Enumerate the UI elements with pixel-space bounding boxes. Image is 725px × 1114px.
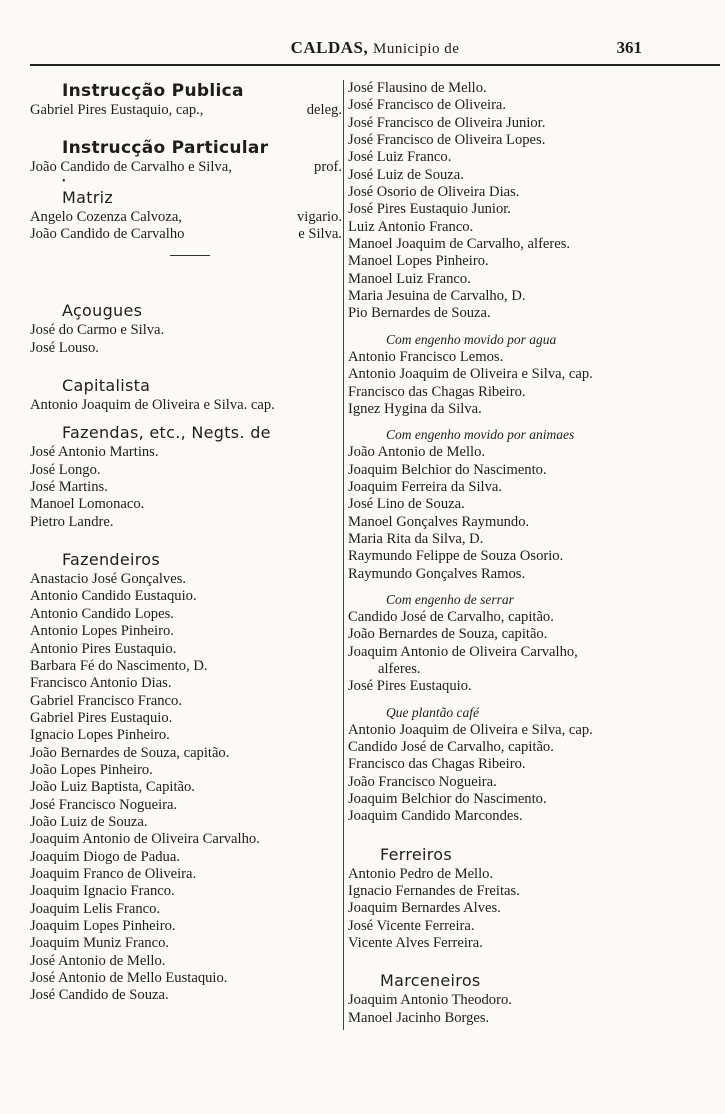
page-header [30, 38, 720, 60]
list-item: Pietro Landre. [30, 513, 114, 530]
list-item: João Bernardes de Souza, capitão. [348, 626, 548, 643]
list-item: Vicente Alves Ferreira. [348, 935, 483, 952]
list-item: João Bernardes de Souza, capitão. [30, 744, 230, 761]
list-item: Francisco das Chagas Ribeiro. [348, 383, 526, 400]
list-item: José Osorio de Oliveira Dias. [348, 184, 520, 201]
right-column [348, 80, 720, 1027]
subsection-heading: Que plantão café [386, 704, 479, 720]
title-bold: CALDAS, [290, 38, 369, 57]
list-item: Antonio Pires Eustaquio. [30, 640, 177, 657]
list-item: Francisco Antonio Dias. [30, 675, 172, 692]
list-item: Francisco das Chagas Ribeiro. [348, 756, 526, 773]
list-item: Manoel Jacinho Borges. [348, 1009, 490, 1026]
list-item: Ignacio Lopes Pinheiro. [30, 727, 170, 744]
section-heading: Fazendeiros [62, 550, 161, 570]
list-item: Manoel Joaquim de Carvalho, alferes. [348, 236, 571, 253]
list-item: Antonio Pedro de Mello. [348, 865, 494, 882]
list-item: José Lino de Souza. [348, 496, 465, 513]
list-item: Joaquim Diogo de Padua. [30, 848, 180, 865]
subsection-heading: Com engenho de serrar [386, 591, 514, 607]
fazendeiros-list [30, 571, 342, 1005]
list-item-continuation: alferes. [378, 660, 421, 677]
ink-dot: • [62, 175, 66, 187]
column-divider [343, 80, 344, 1030]
list-item: Manoel Lopes Pinheiro. [348, 253, 489, 270]
list-item: Candido José de Carvalho, capitão. [348, 608, 554, 625]
list-item: Joaquim Bernardes Alves. [348, 900, 501, 917]
list-item: Joaquim Candido Marcondes. [348, 808, 523, 825]
section-heading: Matriz [62, 187, 114, 207]
list-item: José Luiz Franco. [348, 149, 452, 166]
list-item: Joaquim Lopes Pinheiro. [30, 918, 176, 934]
list-item: Joaquim Franco de Oliveira. [30, 865, 197, 882]
section-heading: Marceneiros [380, 971, 481, 991]
list-item: Maria Rita da Silva, D. [348, 530, 484, 547]
section-heading: Ferreiros [380, 844, 453, 864]
list-item [30, 159, 342, 176]
list-item: Luiz Antonio Franco. [348, 218, 474, 235]
entry-suffix: prof. [314, 159, 342, 176]
list-item: José Vicente Ferreira. [348, 917, 475, 934]
list-item: José Francisco de Oliveira Junior. [348, 114, 546, 131]
subsection-heading: Com engenho movido por agua [386, 331, 557, 347]
list-item: Antonio Joaquim de Oliveira e Silva, cap. [348, 366, 593, 383]
list-item: Joaquim Muniz Franco. [30, 935, 170, 952]
list-item: Pio Bernardes de Souza. [348, 305, 491, 322]
header-rule [30, 64, 720, 66]
entry-text: Gabriel Pires Eustaquio, cap., [30, 102, 204, 118]
entry-suffix: deleg. [306, 102, 342, 118]
entry-suffix: e Silva. [298, 226, 342, 243]
list-item: Antonio Francisco Lemos. [348, 348, 504, 365]
list-item: José Francisco Nogueira. [30, 796, 178, 813]
list-item: Joaquim Ignacio Franco. [30, 883, 175, 900]
fazendas-list [30, 444, 342, 531]
list-item: Joaquim Ferreira da Silva. [348, 478, 503, 495]
list-item: Anastacio José Gonçalves. [30, 571, 187, 588]
list-item: Joaquim Antonio de Oliveira Carvalho, [348, 643, 578, 660]
entry-text: João Candido de Carvalho e Silva, [30, 159, 232, 176]
section-heading: Instrucção Publica [62, 81, 244, 101]
list-item: José Flausino de Mello. [348, 80, 487, 96]
list-item: José Antonio Martins. [30, 444, 159, 461]
title-rest: Municipio de [373, 41, 460, 57]
list-item: Raymundo Felippe de Souza Osorio. [348, 548, 564, 565]
list-item [30, 209, 342, 226]
list-item: Raymundo Gonçalves Ramos. [348, 565, 526, 582]
section-heading: Capitalista [62, 376, 151, 396]
list-item [30, 102, 342, 119]
subsection-heading: Com engenho movido por animaes [386, 427, 575, 443]
list-item: Manoel Gonçalves Raymundo. [348, 513, 530, 530]
entry-text: Angelo Cozenza Calvoza, [30, 208, 182, 225]
list-item: Joaquim Antonio de Oliveira Carvalho. [30, 831, 260, 848]
list-item: Antonio Joaquim de Oliveira e Silva, cap. [348, 721, 593, 738]
list-item: Maria Jesuina de Carvalho, D. [348, 288, 526, 305]
list-item: João Lopes Pinheiro. [30, 761, 153, 778]
list-item: Joaquim Belchior do Nascimento. [348, 461, 547, 478]
list-item: João Luiz Baptista, Capitão. [30, 779, 195, 796]
list-item: José Luiz de Souza. [348, 166, 464, 183]
list-item: José Pires Eustaquio Junior. [348, 201, 511, 218]
list-item: José Francisco de Oliveira Lopes. [348, 132, 546, 149]
list-item: Joaquim Antonio Theodoro. [348, 992, 512, 1009]
list-item: Joaquim Belchior do Nascimento. [348, 791, 547, 808]
list-item: Antonio Candido Lopes. [30, 605, 174, 622]
list-item: João Francisco Nogueira. [348, 773, 497, 790]
list-item: Gabriel Francisco Franco. [30, 692, 182, 709]
entry-text: João Candido de Carvalho [30, 226, 185, 243]
list-item: José Candido de Souza. [30, 987, 169, 1004]
list-item: José Francisco de Oliveira. [348, 97, 507, 114]
list-item: João Luiz de Souza. [30, 813, 148, 830]
entry-suffix: vigario. [297, 208, 342, 225]
list-item: João Antonio de Mello. [348, 444, 486, 461]
section-heading: Açougues [62, 301, 143, 321]
list-item [30, 226, 342, 243]
list-item: Ignacio Fernandes de Freitas. [348, 883, 520, 900]
list-item: José Antonio de Mello. [30, 952, 166, 969]
list-item: Candido José de Carvalho, capitão. [348, 739, 554, 755]
page-number: 361 [616, 38, 642, 57]
list-item: Manoel Lomonaco. [30, 496, 145, 513]
list-item: Antonio Lopes Pinheiro. [30, 623, 174, 640]
list-item: José Antonio de Mello Eustaquio. [30, 970, 228, 987]
list-item: José Pires Eustaquio. [348, 678, 472, 695]
list-item: José Martins. [30, 479, 108, 496]
list-item: Antonio Candido Eustaquio. [30, 588, 197, 605]
continued-list [348, 80, 720, 323]
list-item: Joaquim Lelis Franco. [30, 900, 161, 917]
list-item: José do Carmo e Silva. [30, 322, 165, 339]
section-heading: Instrucção Particular [62, 138, 269, 159]
list-item: Ignez Hygina da Silva. [348, 400, 482, 417]
list-item: José Louso. [30, 339, 99, 356]
list-item: Barbara Fé do Nascimento, D. [30, 657, 208, 674]
list-item: José Longo. [30, 461, 101, 478]
list-item: Gabriel Pires Eustaquio. [30, 709, 173, 726]
list-item: Manoel Luiz Franco. [348, 270, 471, 287]
left-column [30, 80, 342, 1005]
section-heading: Fazendas, etc., Negts. de [62, 423, 271, 443]
list-item: Antonio Joaquim de Oliveira e Silva. cap. [30, 397, 275, 414]
